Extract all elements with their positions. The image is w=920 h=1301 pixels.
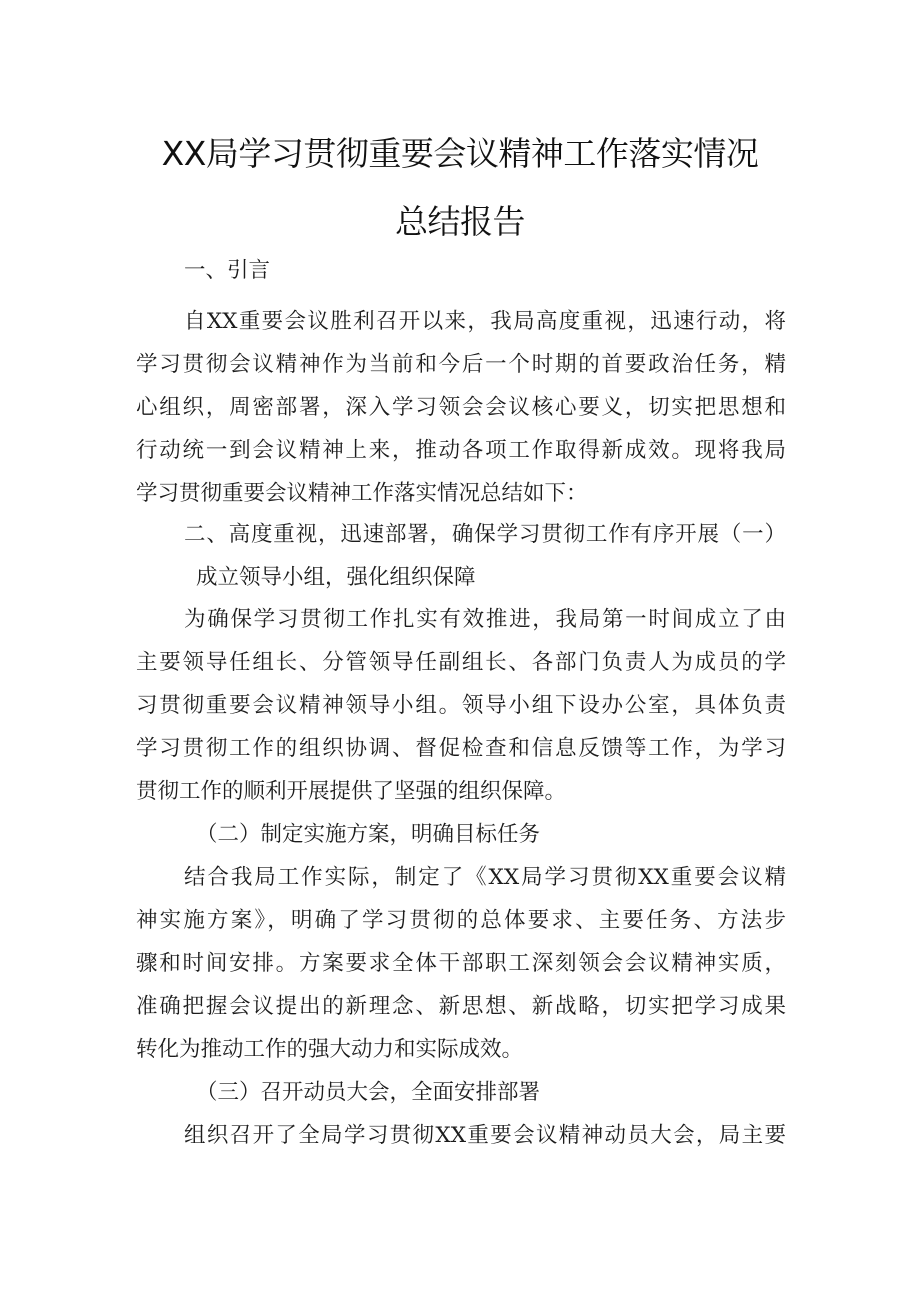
plan-para-line: 准确把握会议提出的新理念、新思想、新战略，切实把学习成果: [136, 994, 786, 1019]
group-para-line: 习贯彻重要会议精神领导小组。领导小组下设办公室，具体负责: [136, 693, 786, 718]
plan-para-line: 转化为推动工作的强大动力和实际成效。: [136, 1037, 524, 1062]
group-para-line: 学习贯彻工作的组织协调、督促检查和信息反馈等工作，为学习: [136, 736, 786, 761]
document-title-line2: 总结报告: [395, 202, 525, 241]
group-para-line: 主要领导任组长、分管领导任副组长、各部门负责人为成员的学: [136, 650, 786, 675]
intro-line: 心组织，周密部署，深入学习领会会议核心要义，切实把思想和: [136, 395, 786, 420]
subsection3-heading: （三）召开动员大会，全面安排部署: [196, 1080, 541, 1105]
section2-heading-line1: 二、高度重视，迅速部署，确保学习贯彻工作有序开展（一）: [184, 522, 786, 547]
group-para-line: 为确保学习贯彻工作扎实有效推进，我局第一时间成立了由: [184, 607, 786, 632]
section1-heading: 一、引言: [184, 258, 271, 283]
plan-para-line: 骤和时间安排。方案要求全体干部职工深刻领会会议精神实质，: [136, 951, 786, 976]
document-title-line1: XX局学习贯彻重要会议精神工作落实情况: [161, 134, 759, 173]
intro-line: 自XX重要会议胜利召开以来，我局高度重视，迅速行动，将: [184, 309, 786, 334]
intro-line: 学习贯彻重要会议精神工作落实情况总结如下：: [136, 481, 588, 506]
intro-line: 行动统一到会议精神上来，推动各项工作取得新成效。现将我局: [136, 438, 786, 463]
section2-heading-line2: 成立领导小组，强化组织保障: [196, 565, 476, 590]
plan-para-line: 结合我局工作实际，制定了《XX局学习贯彻XX重要会议精: [184, 865, 786, 890]
intro-line: 学习贯彻会议精神作为当前和今后一个时期的首要政治任务，精: [136, 352, 786, 377]
meeting-para-line: 组织召开了全局学习贯彻XX重要会议精神动员大会，局主要: [184, 1123, 786, 1148]
plan-para-line: 神实施方案》，明确了学习贯彻的总体要求、主要任务、方法步: [136, 908, 786, 933]
group-para-line: 贯彻工作的顺利开展提供了坚强的组织保障。: [136, 779, 567, 804]
subsection2-heading: （二）制定实施方案，明确目标任务: [196, 822, 541, 847]
